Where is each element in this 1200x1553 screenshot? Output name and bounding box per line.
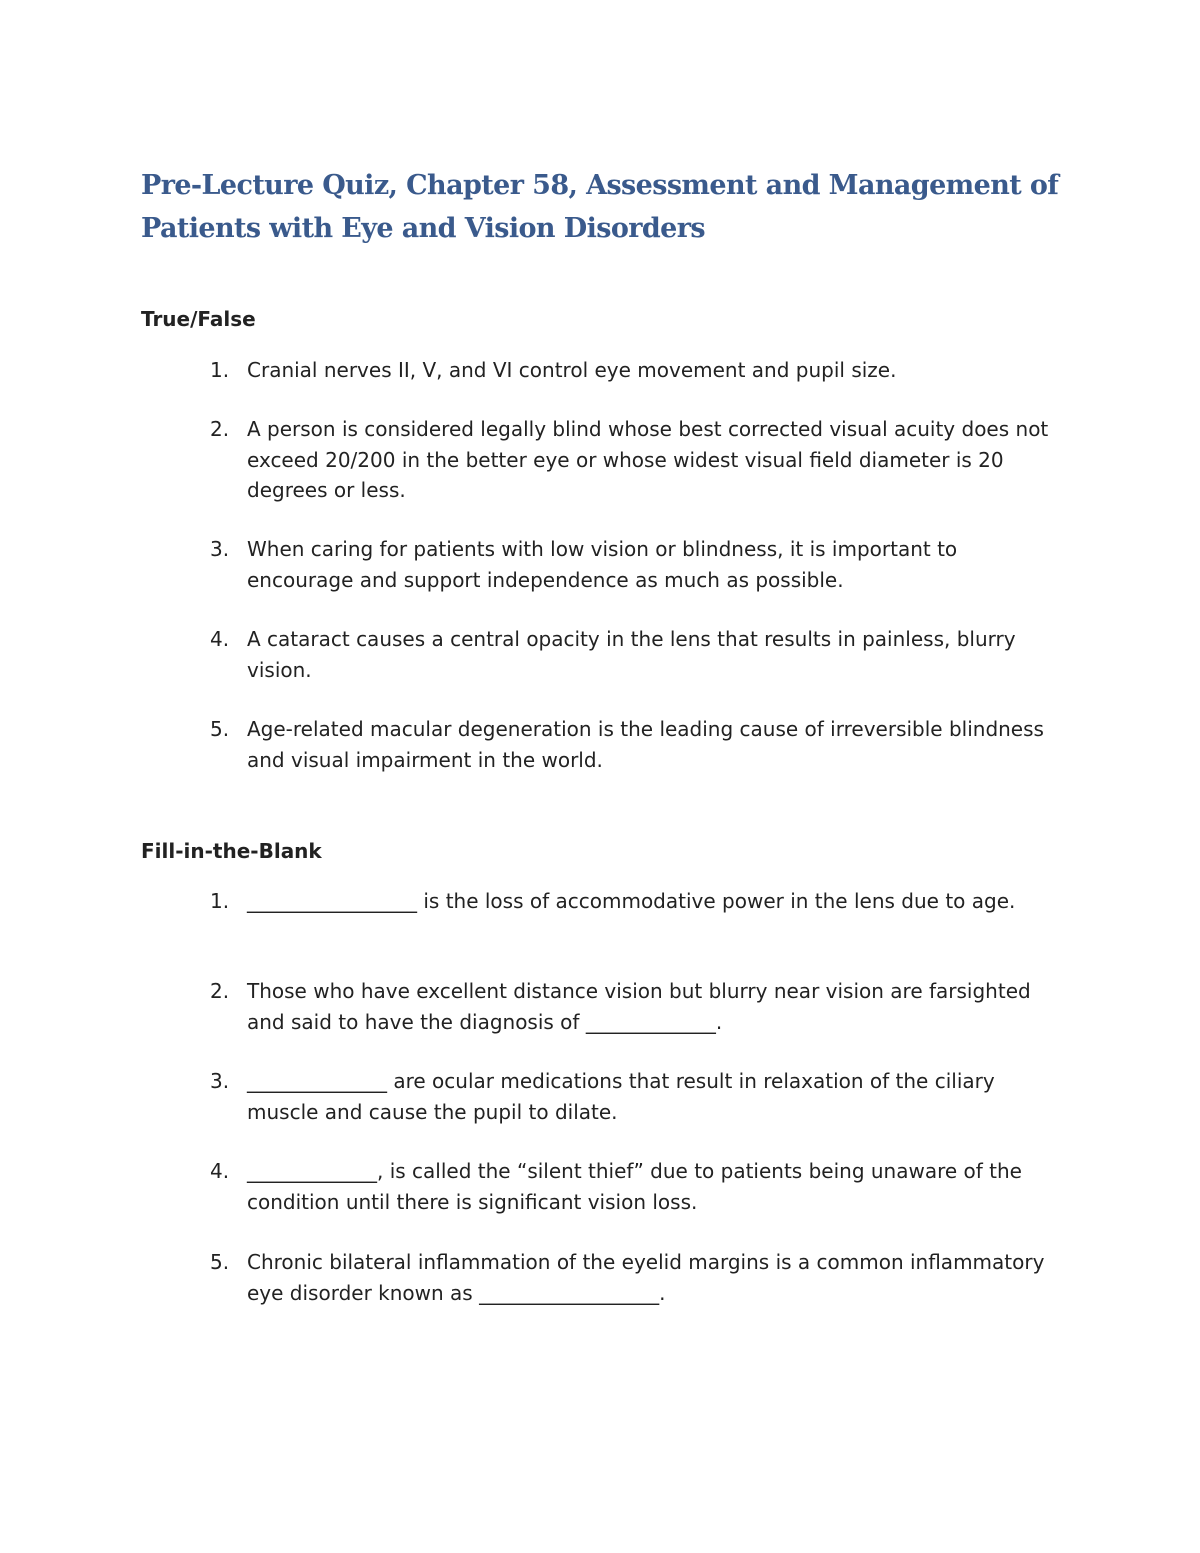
list-item — [210, 1066, 1050, 1127]
question-number: 2. — [210, 979, 230, 1003]
list-item — [210, 534, 1050, 595]
question-number: 1. — [210, 358, 230, 382]
question-text: Cranial nerves II, V, and VI control eye movement and pupil size. — [247, 358, 897, 382]
list-item — [210, 355, 1050, 386]
question-text: ______________ are ocular medications that result in relaxation of the ciliary muscle and cause the pupil to dilate. — [247, 1069, 995, 1124]
question-text: _________________ is the loss of accommodative power in the lens due to age. — [247, 889, 1016, 913]
question-number: 3. — [210, 1069, 230, 1093]
list-item — [210, 414, 1050, 506]
question-number: 1. — [210, 889, 230, 913]
list-item — [210, 714, 1050, 775]
question-text: When caring for patients with low vision or blindness, it is important to encourage and support independence as much as possible. — [247, 537, 958, 592]
question-number: 2. — [210, 417, 230, 441]
section-heading-fill-in-the-blank: Fill-in-the-Blank — [141, 839, 322, 863]
list-item — [210, 624, 1050, 685]
list-item — [210, 1156, 1050, 1217]
question-number: 4. — [210, 627, 230, 651]
section-heading-true-false: True/False — [141, 307, 256, 331]
question-text: Chronic bilateral inflammation of the eyelid margins is a common inflammatory eye disorder known as __________________. — [247, 1250, 1045, 1305]
question-text: Age-related macular degeneration is the leading cause of irreversible blindness and visual impairment in the world. — [247, 717, 1044, 772]
question-text: A cataract causes a central opacity in the lens that results in painless, blurry vision. — [247, 627, 1016, 682]
question-number: 3. — [210, 537, 230, 561]
list-item — [210, 1247, 1050, 1308]
question-number: 5. — [210, 1250, 230, 1274]
question-text: Those who have excellent distance vision but blurry near vision are farsighted and said to have the diagnosis of _____________. — [247, 979, 1031, 1034]
document-title: Pre-Lecture Quiz, Chapter 58, Assessment and Management of Patients with Eye and Vision Disorders — [141, 170, 1059, 244]
list-item — [210, 976, 1050, 1037]
question-number: 5. — [210, 717, 230, 741]
list-item — [210, 886, 1050, 917]
question-number: 4. — [210, 1159, 230, 1183]
question-text: A person is considered legally blind whose best corrected visual acuity does not exceed 20/200 in the better eye or whose widest visual field diameter is 20 degrees or less. — [247, 417, 1049, 502]
question-text: _____________, is called the “silent thief” due to patients being unaware of the condition until there is significant vision loss. — [247, 1159, 1022, 1214]
